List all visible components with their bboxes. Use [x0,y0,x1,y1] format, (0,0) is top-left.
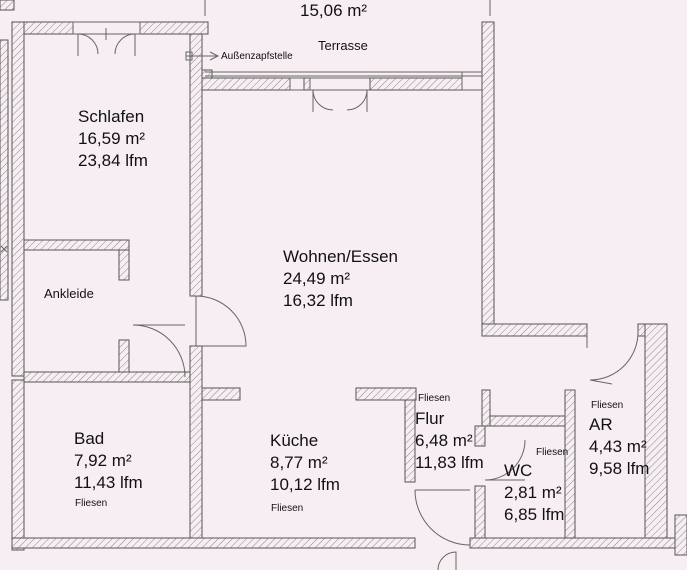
terrace-door-wohnen [310,78,370,90]
wall-ar-top [482,324,587,336]
room-flur [415,408,484,474]
wall-right-outer [675,515,687,555]
wall-wohnen-right [482,22,494,334]
room-lfm: 23,84 lfm [78,151,148,170]
window-wohnen-right [462,72,482,90]
room-lfm: 10,12 lfm [270,475,340,494]
room-name: WC [504,461,533,480]
door-swing-terrace [313,90,367,112]
wall-ankleide-right [119,250,129,280]
wall-bottom [470,538,675,548]
room-lfm: 11,43 lfm [74,473,143,492]
wall-top-left-stub [0,0,14,10]
wall-kueche-top [356,388,416,400]
floor-kueche: Fliesen [271,503,304,514]
wall-left-outer [12,22,24,376]
floor-bad: Fliesen [75,498,108,509]
floor-ar: Fliesen [591,400,624,411]
tap-label: Außenzapfstelle [221,51,293,62]
room-kueche [270,430,340,496]
wall-schlafen-top [140,22,208,34]
room-lfm: 6,85 lfm [504,505,565,524]
room-area: 2,81 m² [504,483,562,502]
terrace-area: 15,06 m² [300,1,368,20]
room-area: 24,49 m² [283,269,351,288]
wall-wohnen-top [370,78,470,90]
wall-left-outer [12,380,24,550]
door-swing-ar [587,330,638,384]
wall-wohnen-top [202,78,290,90]
wall-ankleide-right [119,340,129,374]
wall-bottom [12,538,415,548]
window-wohnen [290,78,304,90]
floor-wc: Fliesen [536,447,569,458]
wall-left-outer [0,40,8,300]
room-ankleide: Ankleide [44,286,94,301]
wall-wc-ar [565,390,575,546]
wall-kueche-flur [405,400,415,482]
wall-wc-top [487,416,567,426]
room-ar [589,414,649,480]
room-schlafen [78,106,148,172]
wall-schlafen-wohnen [190,34,202,296]
door-swing-schlafen-wohnen [196,296,246,346]
wall-wc-left [475,486,485,546]
wall-bad-kueche [190,346,202,546]
room-wohnen [283,246,398,312]
wall-ankleide-top [24,240,129,250]
room-area: 6,48 m² [415,431,473,450]
room-lfm: 11,83 lfm [415,453,484,472]
room-name: Wohnen/Essen [283,247,398,266]
room-name: Schlafen [78,107,145,126]
room-area: 4,43 m² [589,437,647,456]
room-lfm: 9,58 lfm [589,459,650,478]
wall-ankleide-bottom [24,372,192,382]
room-name: AR [589,415,613,434]
door-swing-entrance [438,552,456,570]
floor-flur: Fliesen [418,393,451,404]
room-name: Küche [270,431,319,450]
room-lfm: 16,32 lfm [283,291,353,310]
room-area: 7,92 m² [74,451,132,470]
room-name: Flur [415,409,445,428]
room-wc [504,460,564,526]
terrace-label: Terrasse [318,38,368,53]
room-name: Bad [74,429,105,448]
room-area: 16,59 m² [78,129,146,148]
door-swing-flur [415,490,470,545]
room-area: 8,77 m² [270,453,328,472]
door-swing-ankleide [133,325,185,377]
room-bad [74,428,143,494]
wall-wohnen-top [304,78,310,90]
wall-kueche-top [202,388,240,400]
